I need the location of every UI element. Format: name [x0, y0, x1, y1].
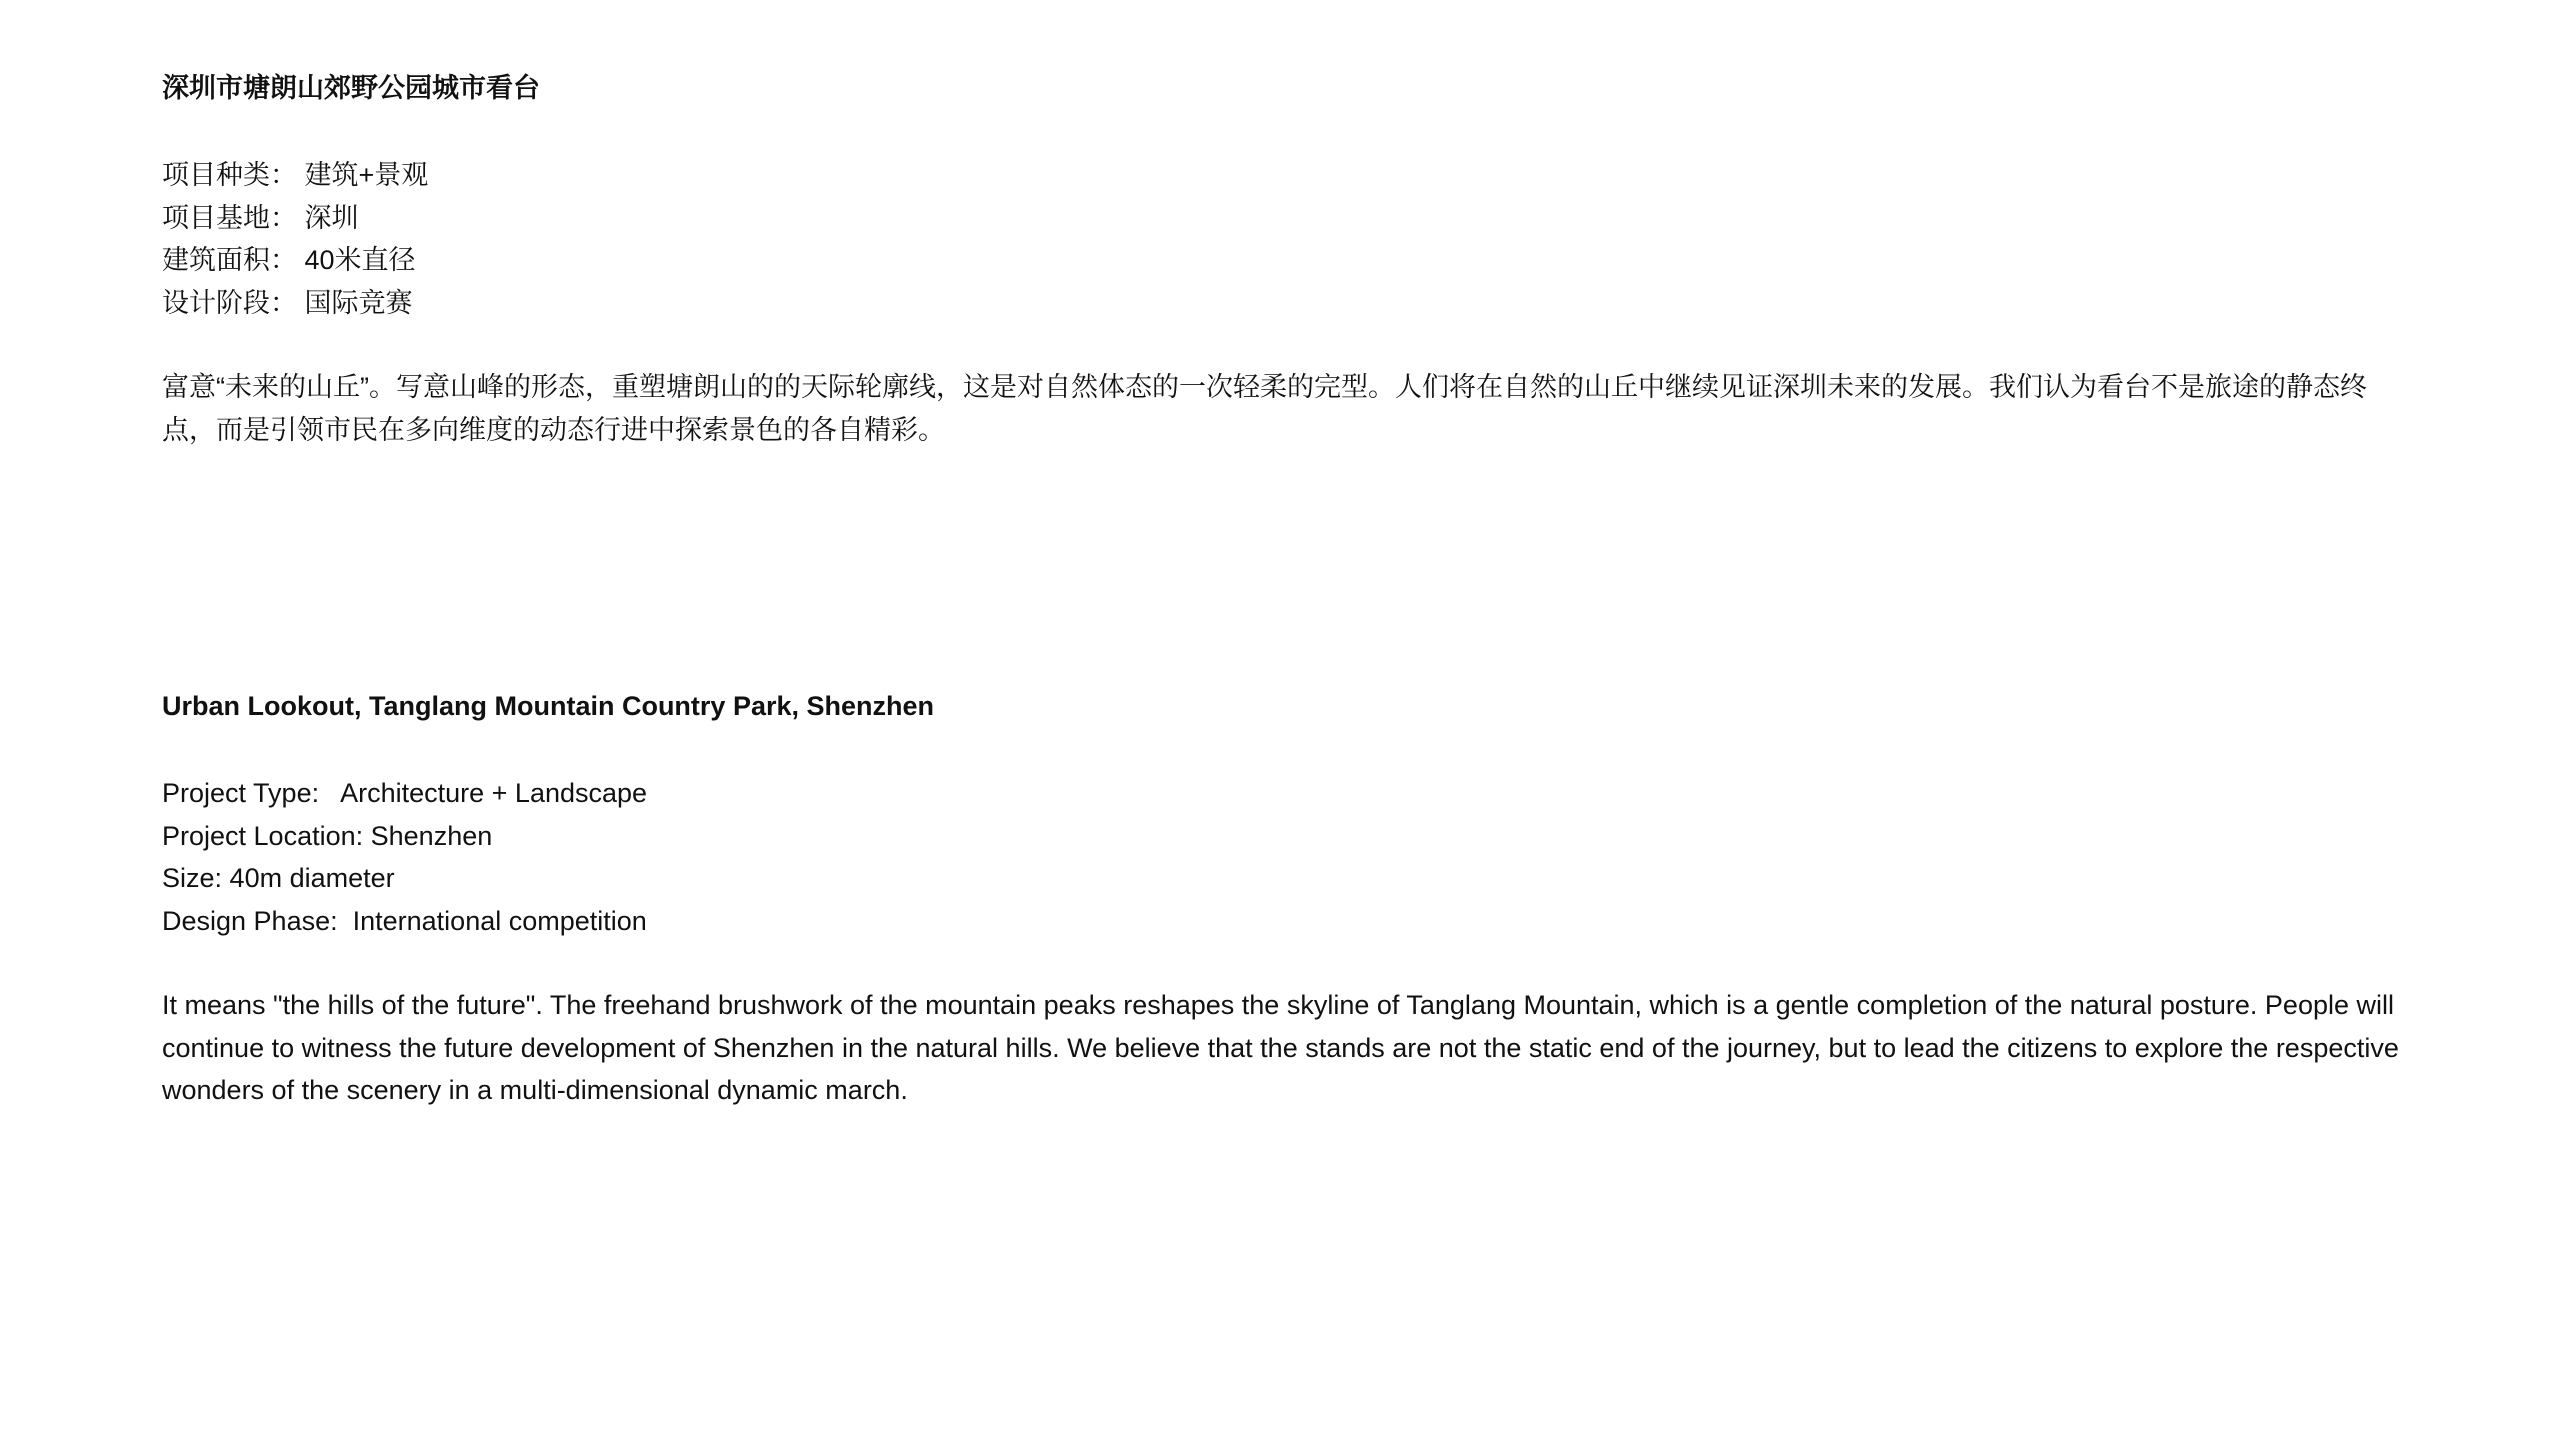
- english-meta-size-row: [162, 857, 2402, 900]
- chinese-meta-phase-row: [162, 282, 2402, 325]
- english-meta-phase-label: Design Phase:: [162, 905, 338, 936]
- english-meta-phase-row: [162, 900, 2402, 943]
- english-meta-size-label: Size:: [162, 863, 223, 893]
- chinese-meta-phase-value: 国际竞赛: [304, 287, 413, 318]
- chinese-meta-phase-label: 设计阶段：: [162, 287, 297, 318]
- chinese-meta-location-value: 深圳: [304, 202, 359, 233]
- chinese-project-section: [162, 68, 2402, 478]
- chinese-meta-type-value: 建筑+景观: [304, 160, 429, 190]
- english-meta-size-value: 40m diameter: [229, 863, 395, 893]
- chinese-meta-type-label: 项目种类：: [162, 160, 297, 190]
- english-meta-type-label: Project Type:: [162, 778, 320, 808]
- english-meta-location-value: Shenzhen: [370, 820, 493, 851]
- english-project-description: It means "the hills of the future". The freehand brushwork of the mountain peaks reshapes the skyline of Tanglang Mountain, which is a gentle completion of the natural posture. People will continue to witness the future development of Shenzhen in the natural hills. We believe that the stands are not the static end of the journey, but to lead the citizens to explore the respective wonders of the scenery in a multi-dimensional dynamic march.: [162, 990, 2399, 1105]
- chinese-project-title: 深圳市塘朗山郊野公园城市看台: [162, 73, 540, 103]
- chinese-project-meta: [162, 154, 2402, 324]
- chinese-meta-type-row: [162, 154, 2402, 197]
- english-meta-phase-value: International competition: [352, 905, 647, 936]
- chinese-meta-location-label: 项目基地：: [162, 202, 297, 233]
- english-meta-type-value: Architecture + Landscape: [340, 778, 648, 808]
- chinese-meta-location-row: [162, 197, 2402, 240]
- english-project-title: Urban Lookout, Tanglang Mountain Country Park, Shenzhen: [162, 691, 935, 721]
- chinese-project-description: 富意“未来的山丘”。写意山峰的形态，重塑塘朗山的的天际轮廓线，这是对自然体态的一次轻柔的完型。人们将在自然的山丘中继续见证深圳未来的发展。我们认为看台不是旅途的静态终点，而是引领市民在多向维度的动态行进中探索景色的各自精彩。: [162, 372, 2367, 445]
- chinese-meta-size-row: [162, 239, 2402, 282]
- english-meta-type-row: [162, 772, 2402, 815]
- english-project-section: [162, 686, 2402, 1139]
- chinese-meta-size-value: 40米直径: [304, 245, 416, 275]
- english-project-meta: [162, 772, 2402, 942]
- chinese-meta-size-label: 建筑面积：: [162, 245, 297, 275]
- english-meta-location-row: [162, 815, 2402, 858]
- english-meta-location-label: Project Location:: [162, 820, 364, 851]
